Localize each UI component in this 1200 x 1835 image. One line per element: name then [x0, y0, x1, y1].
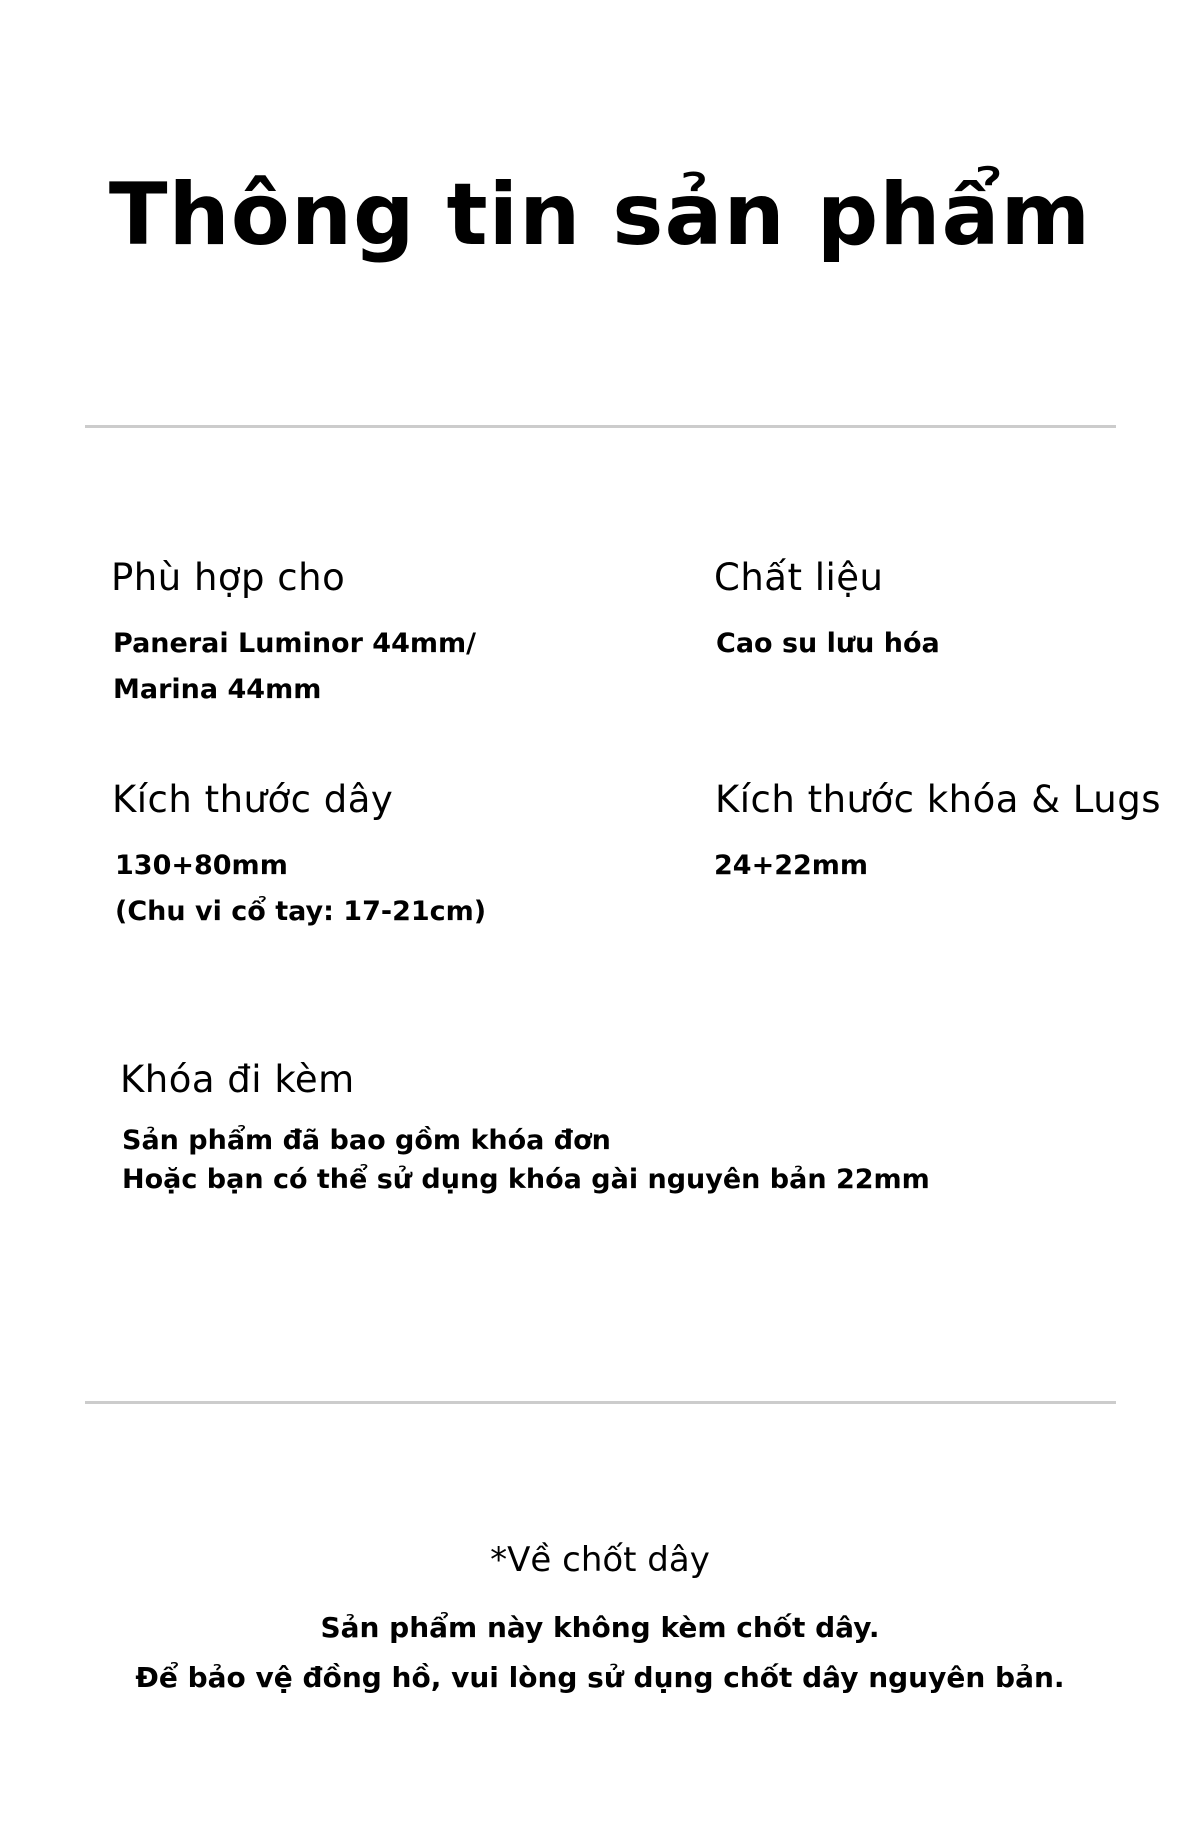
page-title: Thông tin sản phẩm [108, 165, 1092, 265]
material-value: Cao su lưu hóa [716, 628, 940, 659]
fit-label: Phù hợp cho [111, 556, 346, 599]
buckle-included-value-line-1: Sản phẩm đã bao gồm khóa đơn [122, 1125, 611, 1156]
pin-note-line-1: Sản phẩm này không kèm chốt dây. [320, 1611, 880, 1644]
buckle-included-label: Khóa đi kèm [120, 1058, 355, 1101]
buckle-included-value-line-2: Hoặc bạn có thể sử dụng khóa gài nguyên bản 22mm [122, 1164, 930, 1195]
strap-size-value-line-1: 130+80mm [115, 850, 288, 881]
material-label: Chất liệu [714, 556, 884, 599]
fit-value-line-2: Marina 44mm [113, 674, 322, 705]
top-divider [85, 425, 1116, 428]
buckle-lug-size-label: Kích thước khóa & Lugs [715, 778, 1161, 821]
fit-value-line-1: Panerai Luminor 44mm/ [113, 628, 477, 659]
strap-size-value-line-2: (Chu vi cổ tay: 17-21cm) [115, 896, 487, 927]
pin-note-title: *Về chốt dây [490, 1540, 710, 1580]
strap-size-label: Kích thước dây [112, 778, 394, 821]
buckle-lug-size-value: 24+22mm [714, 850, 869, 881]
bottom-divider [85, 1401, 1116, 1404]
pin-note-line-2: Để bảo vệ đồng hồ, vui lòng sử dụng chốt dây nguyên bản. [135, 1661, 1065, 1694]
